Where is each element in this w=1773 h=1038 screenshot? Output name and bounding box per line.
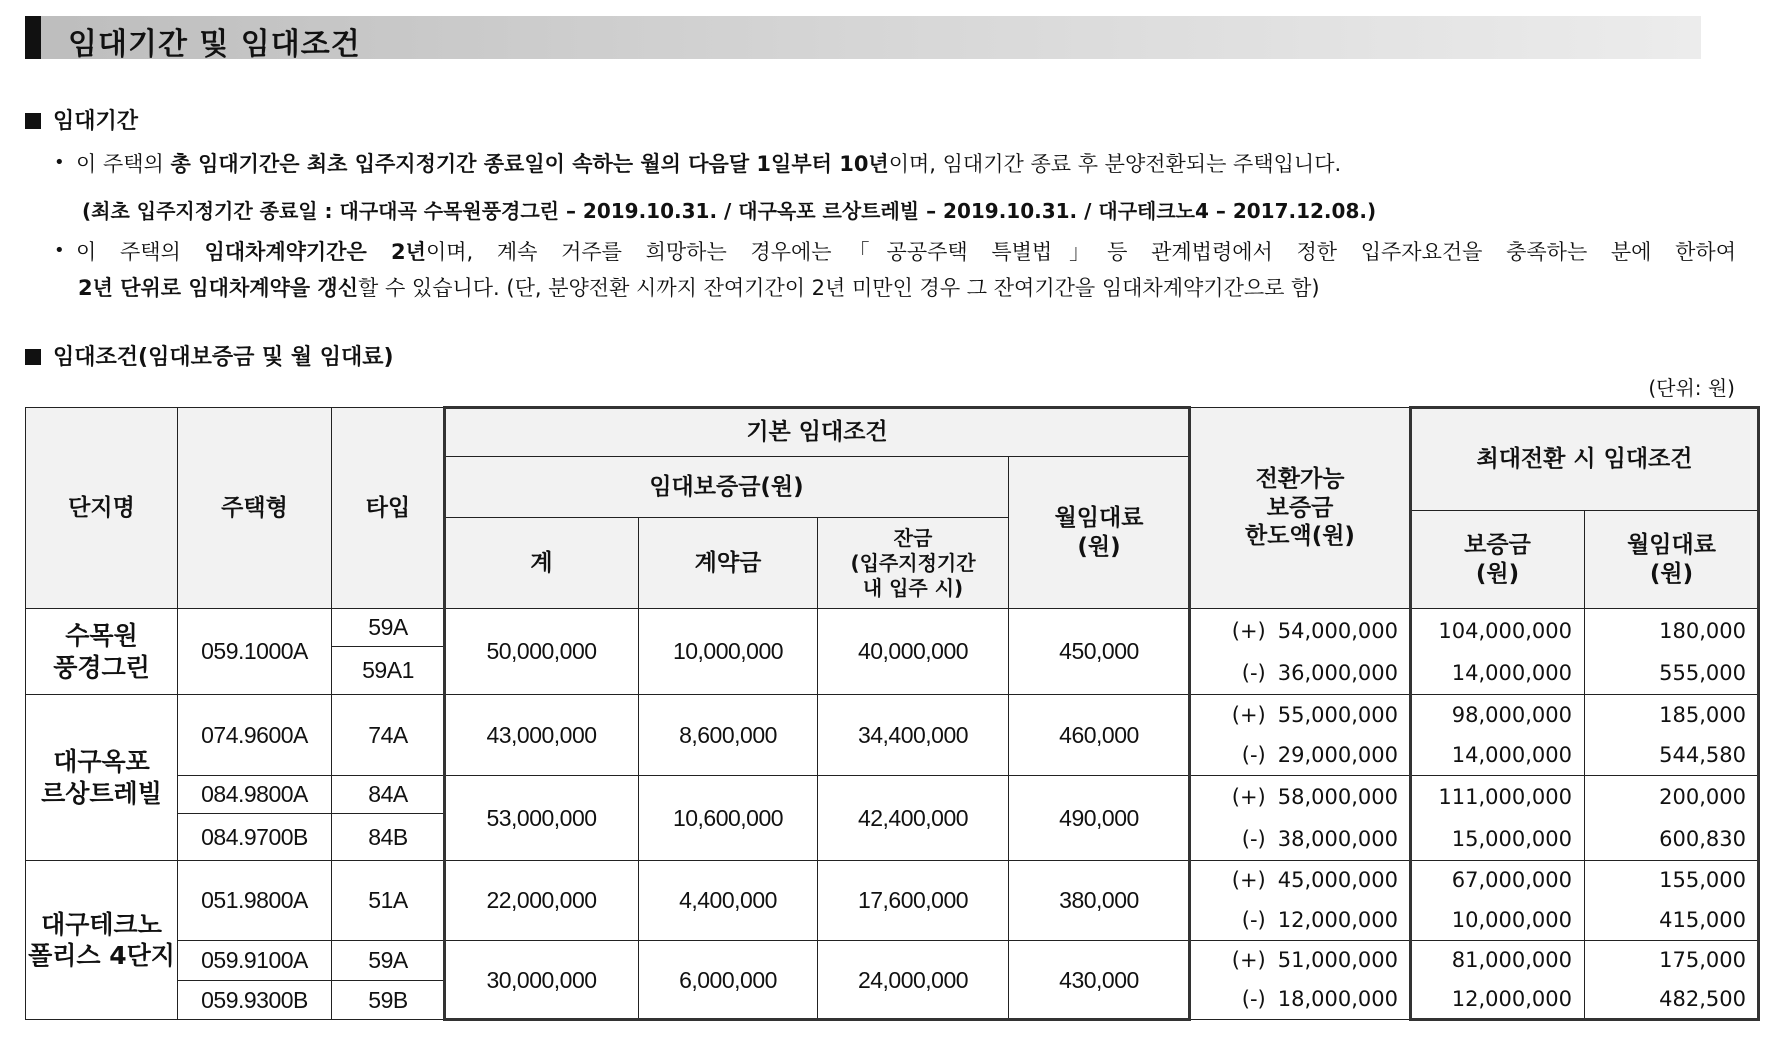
max-deposit-cell: 15,000,000 [1410, 818, 1585, 861]
max-deposit-cell: 111,000,000 [1410, 775, 1585, 819]
header-total: 계 [444, 517, 639, 609]
section-heading-lease-period [25, 104, 138, 135]
conversion-limit-cell [1189, 940, 1411, 981]
deposit-balance-cell: 17,600,000 [817, 860, 1009, 941]
title-marker [25, 16, 41, 59]
max-monthly-cell: 185,000 [1584, 694, 1759, 736]
max-deposit-cell: 14,000,000 [1410, 653, 1585, 695]
max-monthly-cell: 600,830 [1584, 818, 1759, 861]
type-cell: 59A [331, 940, 445, 981]
conversion-limit-cell [1189, 775, 1411, 819]
conversion-sign: (+) [1231, 702, 1266, 727]
text: 할 수 있습니다. (단, 분양전환 시까지 잔여기간이 2년 미만인 경우 그 잔여기간을 임대차계약기간으로 함) [357, 276, 1320, 300]
conversion-amount: 55,000,000 [1277, 702, 1398, 727]
page-title-bar [25, 16, 1701, 62]
text: 이 주택의 [76, 152, 171, 176]
deposit-contract-cell: 4,400,000 [638, 860, 818, 941]
conversion-limit-cell [1189, 735, 1411, 776]
house-type-cell: 051.9800A [177, 860, 332, 941]
occupancy-end-note: (최초 입주지정기간 종료일 : 대구대곡 수목원풍경그린 – 2019.10.31. / 대구옥포 르상트레빌 – 2019.10.31. / 대구테크노4 – 2017.12.08.) [82, 199, 1377, 223]
deposit-total-cell: 22,000,000 [444, 860, 639, 941]
square-bullet-icon [25, 349, 41, 365]
deposit-balance-cell: 40,000,000 [817, 608, 1009, 695]
conversion-amount: 51,000,000 [1277, 948, 1398, 973]
type-cell: 84A [331, 775, 445, 814]
max-deposit-cell: 81,000,000 [1410, 940, 1585, 981]
deposit-balance-cell: 34,400,000 [817, 694, 1009, 776]
conversion-amount: 38,000,000 [1277, 826, 1398, 851]
max-deposit-cell: 98,000,000 [1410, 694, 1585, 736]
conversion-sign: (-) [1241, 987, 1266, 1012]
conversion-sign: (-) [1241, 742, 1266, 767]
section-heading-text: 임대조건(임대보증금 및 월 임대료) [53, 345, 394, 370]
conversion-limit-cell [1189, 980, 1411, 1020]
deposit-contract-cell: 6,000,000 [638, 940, 818, 1020]
conversion-sign: (+) [1231, 784, 1266, 809]
complex-name: 수목원 풍경그린 [25, 608, 178, 695]
header-max-conversion: 최대전환 시 임대조건 [1410, 407, 1759, 511]
deposit-contract-cell: 10,600,000 [638, 775, 818, 861]
lease-period-text [76, 148, 1341, 178]
house-type-cell: 084.9700B [177, 813, 332, 861]
house-type-cell: 074.9600A [177, 694, 332, 776]
section-heading-text: 임대기간 [53, 109, 139, 134]
max-monthly-cell: 482,500 [1584, 980, 1759, 1020]
bullet-dot-icon: • [54, 152, 65, 173]
monthly-rent-cell: 430,000 [1008, 940, 1190, 1020]
header-house-type: 주택형 [177, 407, 332, 609]
max-deposit-cell: 14,000,000 [1410, 735, 1585, 776]
deposit-total-cell: 50,000,000 [444, 608, 639, 695]
contract-period-text [76, 236, 1736, 266]
conversion-amount: 29,000,000 [1277, 742, 1398, 767]
bold-text: 총 임대기간은 최초 입주지정기간 종료일이 속하는 월의 다음달 1일부터 10년 [170, 152, 889, 176]
header-type: 타입 [331, 407, 445, 609]
deposit-total-cell: 43,000,000 [444, 694, 639, 776]
complex-name: 대구옥포 르상트레빌 [25, 694, 178, 861]
text: 이 주택의 [76, 240, 205, 264]
conversion-sign: (+) [1231, 868, 1266, 893]
monthly-rent-cell: 460,000 [1008, 694, 1190, 776]
text: 이며, 임대기간 종료 후 분양전환되는 주택입니다. [888, 152, 1342, 176]
type-cell: 74A [331, 694, 445, 776]
conversion-sign: (+) [1231, 618, 1266, 643]
section-heading-lease-terms [25, 340, 394, 371]
house-type-cell: 059.9300B [177, 980, 332, 1020]
conversion-limit-cell [1189, 900, 1411, 941]
conversion-limit-cell [1189, 818, 1411, 861]
conversion-amount: 12,000,000 [1277, 907, 1398, 932]
deposit-balance-cell: 42,400,000 [817, 775, 1009, 861]
conversion-amount: 36,000,000 [1277, 661, 1398, 686]
header-complex: 단지명 [25, 407, 178, 609]
square-bullet-icon [25, 113, 41, 129]
deposit-balance-cell: 24,000,000 [817, 940, 1009, 1020]
monthly-rent-cell: 490,000 [1008, 775, 1190, 861]
type-cell: 59B [331, 980, 445, 1020]
type-cell: 84B [331, 813, 445, 861]
contract-renewal-text [78, 272, 1320, 302]
max-deposit-cell: 67,000,000 [1410, 860, 1585, 901]
max-monthly-cell: 180,000 [1584, 608, 1759, 654]
max-monthly-cell: 200,000 [1584, 775, 1759, 819]
header-balance: 잔금 (입주지정기간 내 입주 시) [817, 517, 1009, 609]
deposit-total-cell: 53,000,000 [444, 775, 639, 861]
conversion-sign: (+) [1231, 948, 1266, 973]
page-title: 임대기간 및 임대조건 [68, 27, 361, 62]
type-cell: 51A [331, 860, 445, 941]
header-contract: 계약금 [638, 517, 818, 609]
conversion-sign: (-) [1241, 661, 1266, 686]
text: 이며, 계속 거주를 희망하는 경우에는「공공주택 특별법」등 관계법령에서 정한 입주자요건을 충족하는 분에 한하여 [425, 240, 1736, 264]
max-monthly-cell: 544,580 [1584, 735, 1759, 776]
conversion-limit-cell [1189, 608, 1411, 654]
deposit-contract-cell: 8,600,000 [638, 694, 818, 776]
house-type-cell: 059.9100A [177, 940, 332, 981]
header-monthly: 월임대료 (원) [1008, 456, 1190, 609]
max-monthly-cell: 415,000 [1584, 900, 1759, 941]
max-deposit-cell: 12,000,000 [1410, 980, 1585, 1020]
monthly-rent-cell: 450,000 [1008, 608, 1190, 695]
house-type-cell: 059.1000A [177, 608, 332, 695]
bold-text: 임대차계약기간은 2년 [204, 240, 426, 264]
conversion-limit-cell [1189, 653, 1411, 695]
conversion-sign: (-) [1241, 907, 1266, 932]
header-conversion-limit: 전환가능 보증금 한도액(원) [1189, 407, 1411, 609]
house-type-cell: 084.9800A [177, 775, 332, 814]
max-deposit-cell: 10,000,000 [1410, 900, 1585, 941]
conversion-amount: 18,000,000 [1277, 987, 1398, 1012]
conversion-limit-cell [1189, 694, 1411, 736]
bullet-dot-icon: • [54, 240, 65, 261]
max-monthly-cell: 155,000 [1584, 860, 1759, 901]
deposit-contract-cell: 10,000,000 [638, 608, 818, 695]
max-monthly-cell: 555,000 [1584, 653, 1759, 695]
deposit-total-cell: 30,000,000 [444, 940, 639, 1020]
max-deposit-cell: 104,000,000 [1410, 608, 1585, 654]
bold-text: 2년 단위로 임대차계약을 갱신 [78, 276, 358, 300]
header-max-monthly: 월임대료 (원) [1584, 510, 1759, 609]
unit-label: (단위: 원) [1648, 376, 1735, 400]
max-monthly-cell: 175,000 [1584, 940, 1759, 981]
conversion-amount: 58,000,000 [1277, 784, 1398, 809]
conversion-amount: 54,000,000 [1277, 618, 1398, 643]
conversion-amount: 45,000,000 [1277, 868, 1398, 893]
conversion-limit-cell [1189, 860, 1411, 901]
header-basic-terms: 기본 임대조건 [444, 407, 1190, 457]
header-max-deposit: 보증금 (원) [1410, 510, 1585, 609]
header-deposit: 임대보증금(원) [444, 456, 1009, 518]
conversion-sign: (-) [1241, 826, 1266, 851]
complex-name: 대구테크노 폴리스 4단지 [25, 860, 178, 1020]
type-cell: 59A [331, 608, 445, 647]
monthly-rent-cell: 380,000 [1008, 860, 1190, 941]
type-cell: 59A1 [331, 646, 445, 695]
